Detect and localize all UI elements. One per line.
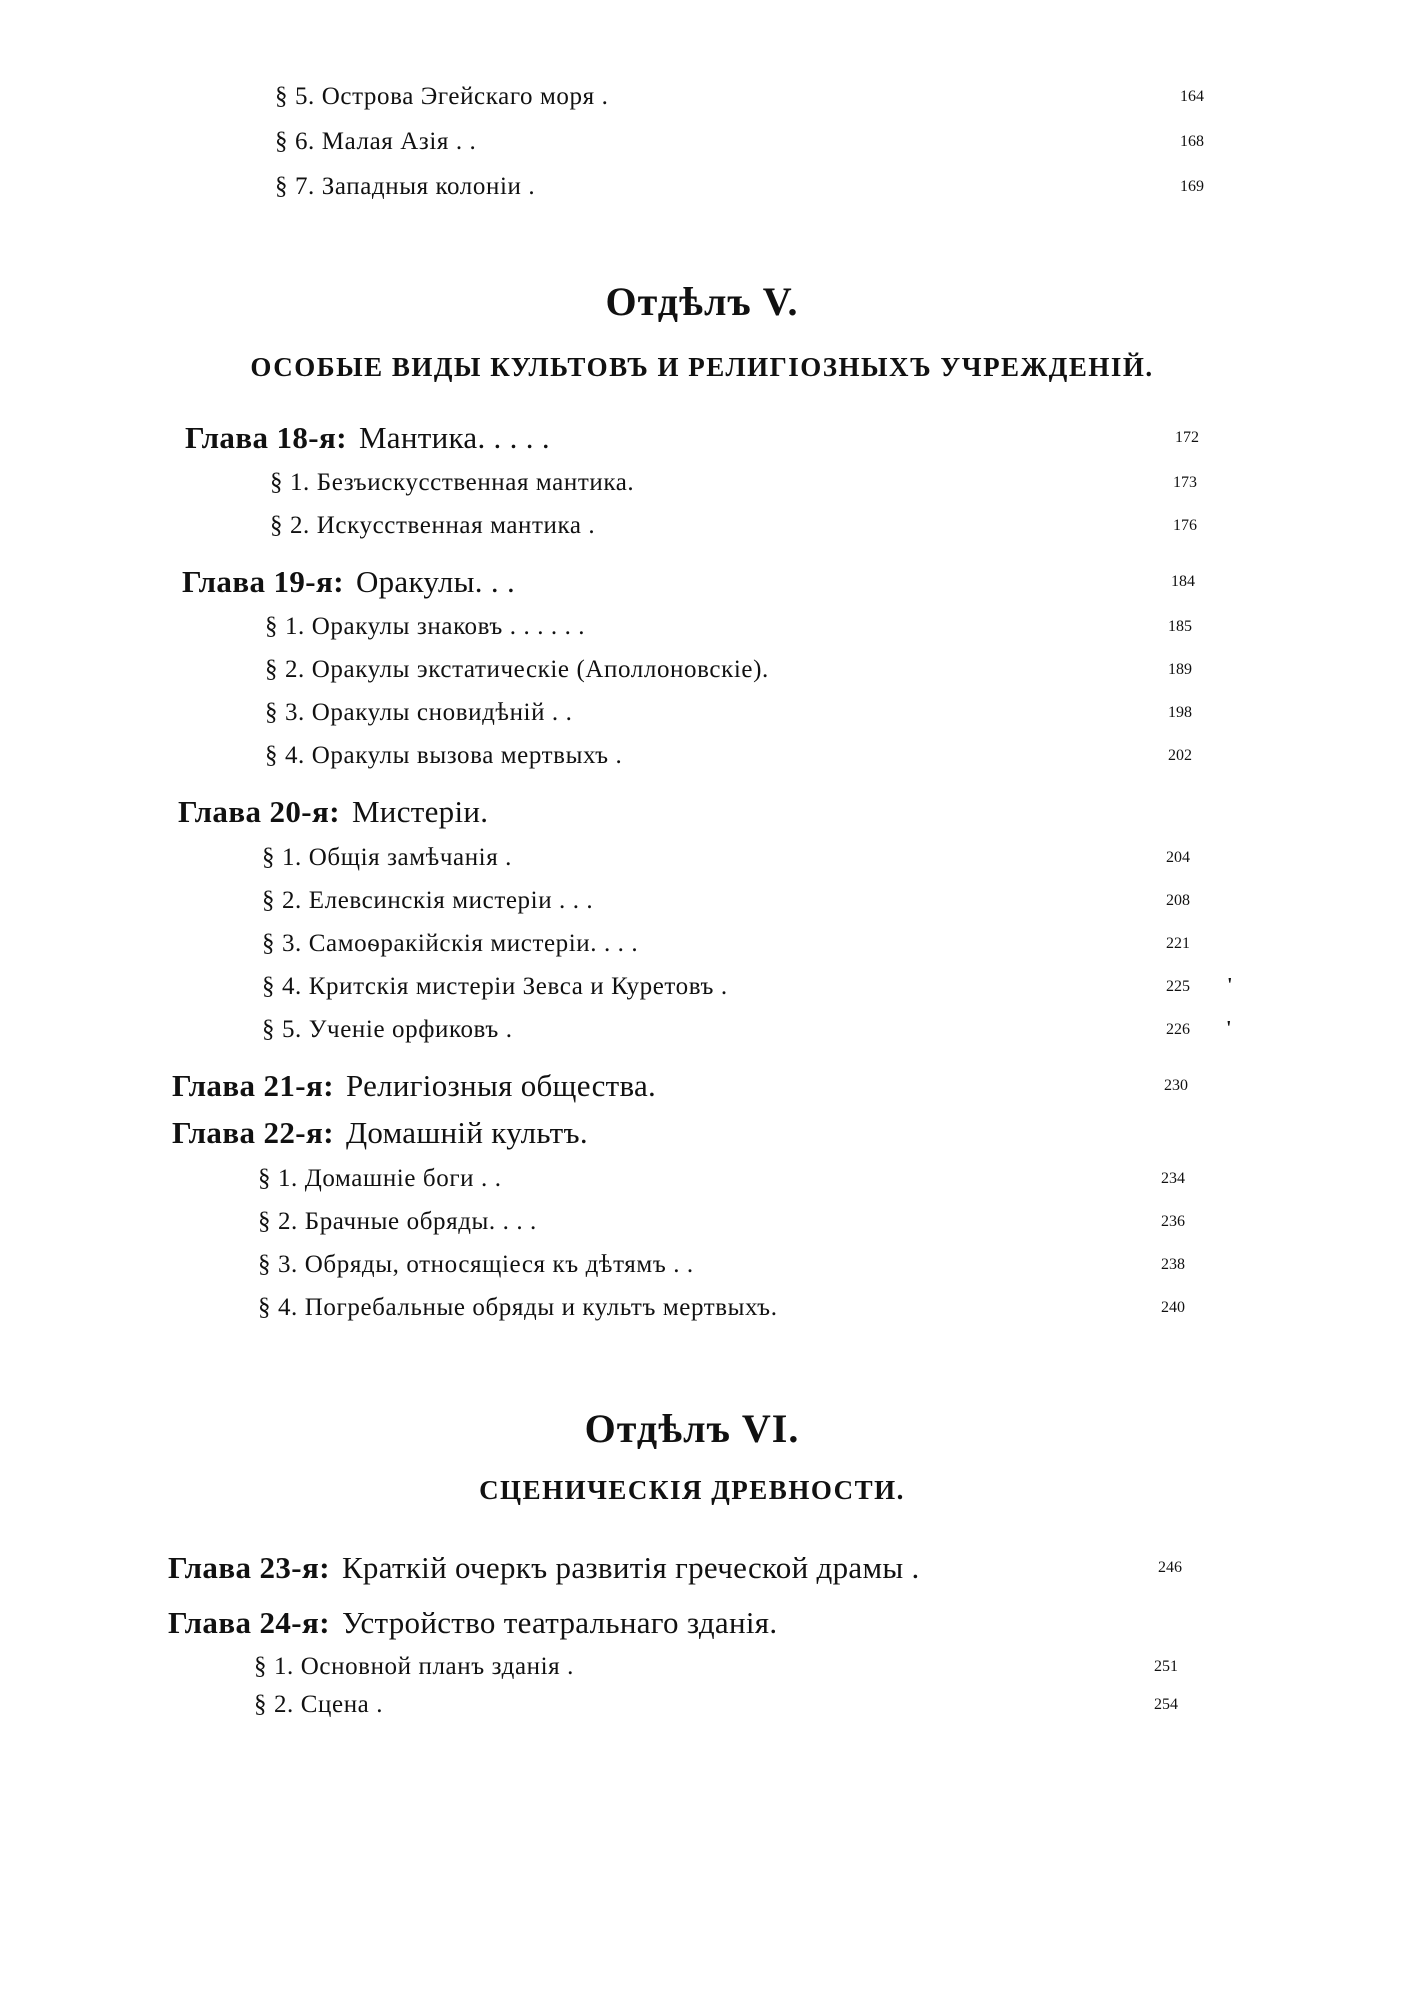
entry-page: 202: [1168, 747, 1192, 764]
chapter-heading: [168, 1548, 920, 1588]
entry-page: 221: [1166, 935, 1190, 952]
entry-label: § 7. Западныя колоніи .: [275, 173, 536, 200]
entry-label: § 3. Самоѳракійскія мистеріи. . . .: [262, 930, 639, 957]
entry-label: § 2. Искусственная мантика .: [270, 512, 596, 539]
chapter-title: Мантика. . . . .: [358, 420, 550, 455]
toc-entry: [262, 1010, 513, 1050]
department-subtitle: СЦЕНИЧЕСКІЯ ДРЕВНОСТИ.: [479, 1475, 905, 1505]
chapter-heading: [182, 562, 515, 602]
margin-mark: ': [1227, 974, 1233, 996]
department-subtitle: ОСОБЫЕ ВИДЫ КУЛЬТОВЪ И РЕЛИГІОЗНЫХЪ УЧРЕЖДЕНІЙ.: [250, 352, 1154, 382]
entry-label: § 1. Безъискусственная мантика.: [270, 469, 635, 496]
entry-page: 164: [1180, 88, 1204, 105]
entry-label: § 1. Домашніе боги . .: [258, 1165, 502, 1192]
chapter-title: Оракулы. . .: [355, 564, 515, 599]
entry-page: 176: [1173, 517, 1197, 534]
entry-label: § 2. Елевсинскія мистеріи . . .: [262, 887, 594, 914]
toc-entry: [265, 607, 585, 647]
chapter-title: Домашній культъ.: [345, 1115, 588, 1150]
chapter-label: Глава 24-я:: [168, 1605, 330, 1640]
chapter-title: Устройство театральнаго зданія.: [341, 1605, 778, 1640]
entry-page: 168: [1180, 133, 1204, 150]
entry-label: § 3. Обряды, относящіеся къ дѣтямъ . .: [258, 1251, 694, 1278]
toc-entry: [262, 838, 512, 878]
department-title: Отдѣлъ VI.: [584, 1406, 800, 1451]
entry-label: § 1. Основной планъ зданія .: [254, 1653, 574, 1680]
entry-label: § 6. Малая Азія . .: [275, 128, 477, 155]
entry-page: 251: [1154, 1658, 1178, 1675]
chapter-page: 172: [1175, 429, 1199, 446]
chapter-heading: [172, 1066, 656, 1106]
entry-label: § 2. Сцена .: [254, 1691, 384, 1718]
chapter-title: Религіозныя общества.: [345, 1068, 657, 1103]
entry-page: 173: [1173, 474, 1197, 491]
chapter-heading: [178, 792, 488, 832]
toc-entry: [258, 1202, 537, 1242]
entry-label: § 1. Общія замѣчанія .: [262, 844, 513, 871]
entry-label: § 4. Оракулы вызова мертвыхъ .: [265, 742, 623, 769]
entry-page: 225: [1166, 978, 1190, 995]
toc-entry: [265, 693, 572, 733]
toc-entry: [270, 506, 595, 546]
toc-entry: [262, 967, 728, 1007]
entry-page: 189: [1168, 661, 1192, 678]
entry-label: § 4. Критскія мистеріи Зевса и Куретовъ .: [262, 973, 728, 1000]
toc-entry: [270, 463, 634, 503]
chapter-heading: [172, 1113, 588, 1153]
toc-entry: [258, 1159, 502, 1199]
entry-page: 234: [1161, 1170, 1185, 1187]
entry-page: 226: [1166, 1021, 1190, 1038]
entry-label: § 1. Оракулы знаковъ . . . . . .: [265, 613, 586, 640]
toc-entry: [262, 881, 593, 921]
chapter-label: Глава 19-я:: [182, 564, 344, 599]
toc-entry: [254, 1647, 574, 1687]
entry-page: 254: [1154, 1696, 1178, 1713]
entry-label: § 2. Оракулы экстатическіе (Аполлоновскіе).: [265, 656, 769, 683]
chapter-page: 230: [1164, 1077, 1188, 1094]
chapter-heading: [185, 418, 550, 458]
toc-entry: [258, 1288, 778, 1328]
chapter-page: 184: [1171, 573, 1195, 590]
entry-label: § 4. Погребальные обряды и культъ мертвыхъ.: [258, 1294, 778, 1321]
toc-entry: [262, 924, 638, 964]
entry-label: § 2. Брачные обряды. . . .: [258, 1208, 537, 1235]
toc-entry: [254, 1685, 383, 1725]
chapter-label: Глава 21-я:: [172, 1068, 334, 1103]
entry-page: 204: [1166, 849, 1190, 866]
chapter-label: Глава 20-я:: [178, 794, 340, 829]
entry-page: 236: [1161, 1213, 1185, 1230]
chapter-title: Краткій очеркъ развитія греческой драмы .: [341, 1550, 920, 1585]
chapter-label: Глава 18-я:: [185, 420, 347, 455]
entry-page: 238: [1161, 1256, 1185, 1273]
entry-page: 185: [1168, 618, 1192, 635]
entry-page: 169: [1180, 178, 1204, 195]
entry-page: 198: [1168, 704, 1192, 721]
toc-entry: [265, 650, 769, 690]
toc-entry: [275, 167, 535, 207]
entry-label: § 3. Оракулы сновидѣній . .: [265, 699, 573, 726]
department-title: Отдѣлъ V.: [605, 279, 799, 324]
toc-entry: [265, 736, 622, 776]
toc-entry: [275, 122, 476, 162]
entry-page: 240: [1161, 1299, 1185, 1316]
chapter-title: Мистеріи.: [351, 794, 489, 829]
entry-label: § 5. Острова Эгейскаго моря .: [275, 83, 609, 110]
margin-mark: ': [1226, 1017, 1232, 1039]
chapter-heading: [168, 1603, 777, 1643]
entry-label: § 5. Ученіе орфиковъ .: [262, 1016, 513, 1043]
toc-entry: [275, 77, 608, 117]
toc-entry: [258, 1245, 694, 1285]
entry-page: 208: [1166, 892, 1190, 909]
chapter-page: 246: [1158, 1559, 1182, 1576]
chapter-label: Глава 23-я:: [168, 1550, 330, 1585]
chapter-label: Глава 22-я:: [172, 1115, 334, 1150]
